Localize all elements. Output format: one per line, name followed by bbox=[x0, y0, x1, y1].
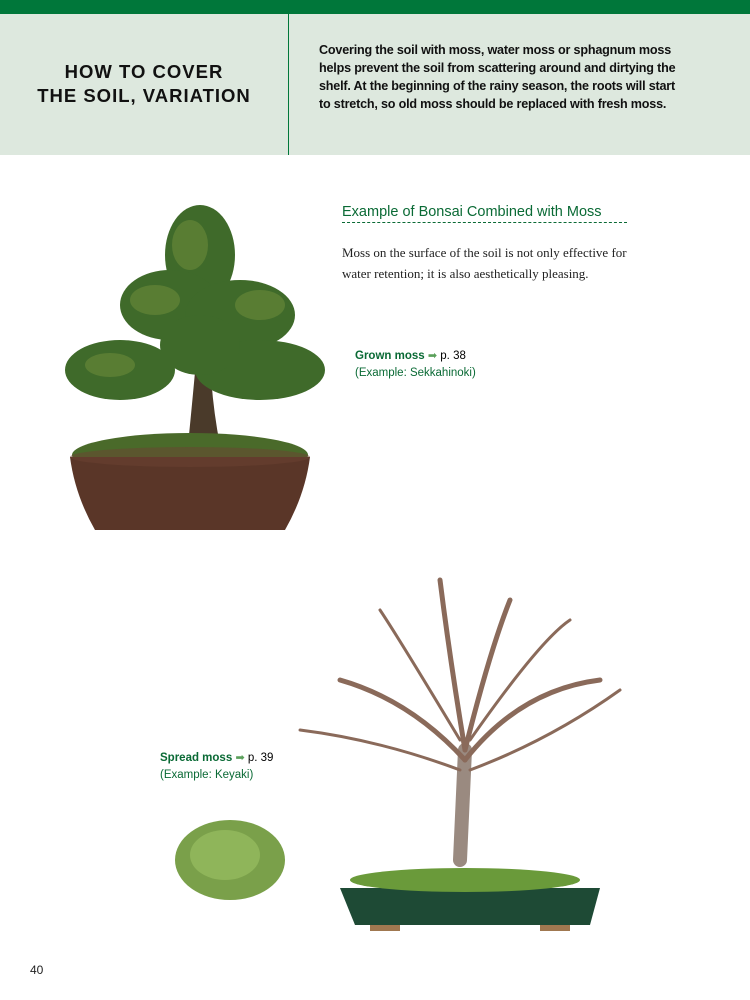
caption-example: (Example: Sekkahinoki) bbox=[355, 367, 476, 379]
section-heading: Example of Bonsai Combined with Moss bbox=[342, 204, 627, 223]
caption-label: Grown moss bbox=[355, 350, 425, 362]
intro-text: Covering the soil with moss, water moss or sphagnum moss helps prevent the soil from scattering around and dirtying the shelf. At the beginning of the rainy season, the roots will start to stretch, so old moss should be replaced with fresh moss. bbox=[319, 43, 676, 111]
page-reference: p. 39 bbox=[247, 752, 274, 764]
header-divider bbox=[288, 14, 289, 155]
sekkahinoki-bonsai-image bbox=[60, 195, 340, 555]
caption-spread-moss bbox=[160, 750, 273, 784]
page-number: 40 bbox=[30, 963, 44, 977]
keyaki-bonsai-image bbox=[280, 570, 640, 950]
arrow-right-icon: ➡ bbox=[235, 752, 245, 764]
page-reference: p. 38 bbox=[440, 350, 466, 362]
page-title bbox=[0, 60, 288, 108]
caption-label: Spread moss bbox=[160, 752, 233, 764]
top-bar bbox=[0, 0, 750, 14]
title-line-1: HOW TO COVER bbox=[64, 61, 224, 82]
section-body: Moss on the surface of the soil is not only effective for water retention; it is also aesthetically pleasing. bbox=[342, 245, 627, 281]
caption-grown-moss bbox=[355, 348, 476, 382]
caption-example: (Example: Keyaki) bbox=[160, 769, 254, 781]
arrow-right-icon: ➡ bbox=[427, 350, 438, 362]
title-line-2: THE SOIL, VARIATION bbox=[37, 85, 251, 106]
spread-moss-image bbox=[150, 800, 310, 940]
